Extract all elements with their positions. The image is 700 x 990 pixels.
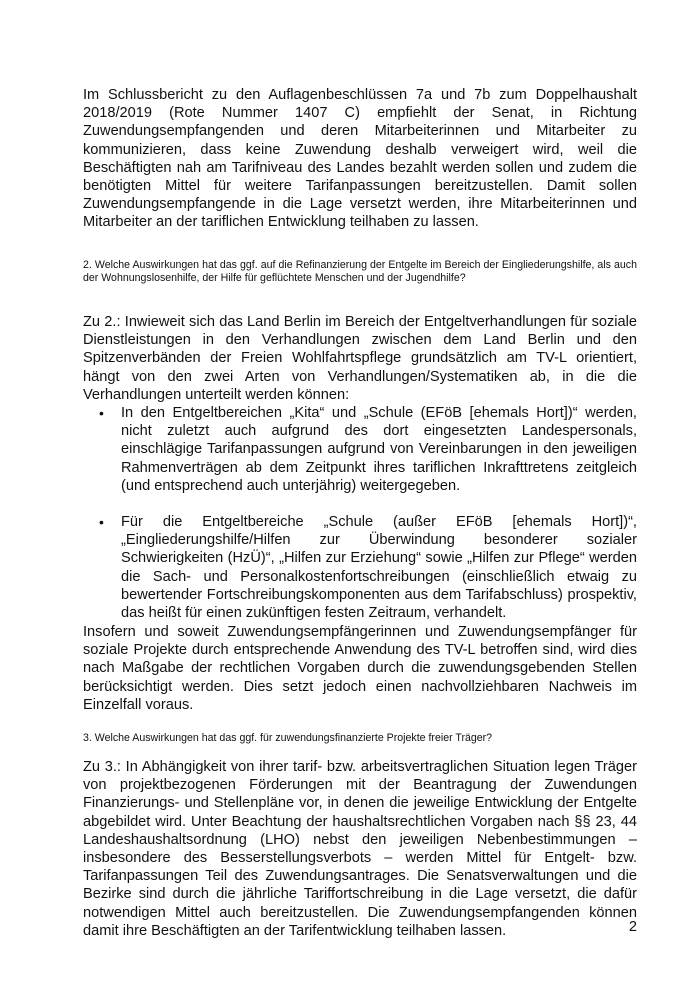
bullet-text: In den Entgeltbereichen „Kita“ und „Schule (EFöB [ehemals Hort])“ werden, nicht zuletzt auch aufgrund des dort eingesetzten Landespersonals, einschlägige Tarifanpassungen aufgrund von Vereinbarungen in den jeweiligen Rahmenverträgen ab dem Zeitpunkt ihres tariflichen Inkrafttretens zeitgleich (und entsprechend auch unterjährig) weitergegeben. xyxy=(121,405,637,494)
answer-2-bullet-list xyxy=(83,404,637,622)
answer-2-conclusion: Insofern und soweit Zuwendungsempfängerinnen und Zuwendungsempfänger für soziale Projekte durch entsprechende Anwendung des TV-L betroffen sind, wird dies nach Maßgabe der rechtlichen Vorgaben durch die zuwendungsgebenden Stellen berücksichtigt werden. Dies setzt jedoch einen nachvollziehbaren Nachweis im Einzelfall voraus. xyxy=(83,624,637,713)
bullet-icon: • xyxy=(99,514,104,531)
list-item xyxy=(83,404,637,495)
answer-2-intro: Zu 2.: Inwieweit sich das Land Berlin im Bereich der Entgeltverhandlungen für soziale Dienstleistungen in den Verhandlungen zwischen dem Land Berlin und den Spitzenverbänden der Freien Wohlfahrtspflege grundsätzlich am TV-L orientiert, hängt von den zwei Arten von Verhandlungen/Systematiken ab, in die die Verhandlungen unterteilt werden können: xyxy=(83,314,637,403)
bullet-icon: • xyxy=(99,405,104,421)
question-3: 3. Welche Auswirkungen hat das ggf. für zuwendungsfinanzierte Projekte freier Träger? xyxy=(83,732,493,744)
answer-3: Zu 3.: In Abhängigkeit von ihrer tarif- bzw. arbeitsvertraglichen Situation legen Träger von projektbezogenen Förderungen mit der Beantragung der Zuwendungen Finanzierungs- und Stellenpläne vor, in denen die jeweilige Entwicklung der Entgelte abgebildet wird. Unter Beachtung der haushaltsrechtlichen Vorgaben nach §§ 23, 44 Landeshaushaltsordnung (LHO) nebst den jeweiligen Nebenbestimmungen – insbesondere des Besserstellungsverbots – werden Mittel für Entgelt- bzw. Tarifanpassungen Teil des Zuwendungsantrages. Die Senatsverwaltungen und die Bezirke sind durch die jährliche Tariffortschreibung in die Lage versetzt, die dafür notwendigen Mittel auch bereitzustellen. Die Zuwendungsempfangenden können damit ihre Beschäftigten an der Tarifentwicklung teilhaben lassen. xyxy=(83,759,637,939)
bullet-text: Für die Entgeltbereiche „Schule (außer EFöB [ehemals Hort])“, „Eingliederungshilfe/Hilfen zur Überwindung besonderer sozialer Schwierigkeiten (HzÜ)“, „Hilfen zur Erziehung“ sowie „Hilfen zur Pflege“ werden die Sach- und Personalkostenfortschreibungen (einschließlich etwaig zu bewertender Fortschreibungskomponenten aus dem Tarifabschluss) prospektiv, das heißt für einen zukünftigen festen Zeitraum, verhandelt. xyxy=(121,514,637,622)
list-item xyxy=(83,513,637,622)
question-2: 2. Welche Auswirkungen hat das ggf. auf die Refinanzierung der Entgelte im Bereich der Eingliederungshilfe, als auch der Wohnungslosenhilfe, der Hilfe für geflüchtete Menschen und der Jugendhilfe? xyxy=(83,259,637,285)
intro-paragraph: Im Schlussbericht zu den Auflagenbeschlüssen 7a und 7b zum Doppelhaushalt 2018/2019 (Rote Nummer 1407 C) empfiehlt der Senat, in Richtung Zuwendungsempfangenden und deren Mitarbeiterinnen und Mitarbeiter zu kommunizieren, dass keine Zuwendung deshalb verweigert wird, weil die Beschäftigten nah am Tarifniveau des Landes bezahlt werden sollen und zudem die benötigten Mittel für weitere Tarifanpassungen bereitzustellen. Damit sollen Zuwendungsempfangende in die Lage versetzt werden, ihre Mitarbeiterinnen und Mitarbeiter an der tariflichen Entwicklung teilhaben zu lassen. xyxy=(83,87,637,231)
page-number: 2 xyxy=(628,919,637,935)
